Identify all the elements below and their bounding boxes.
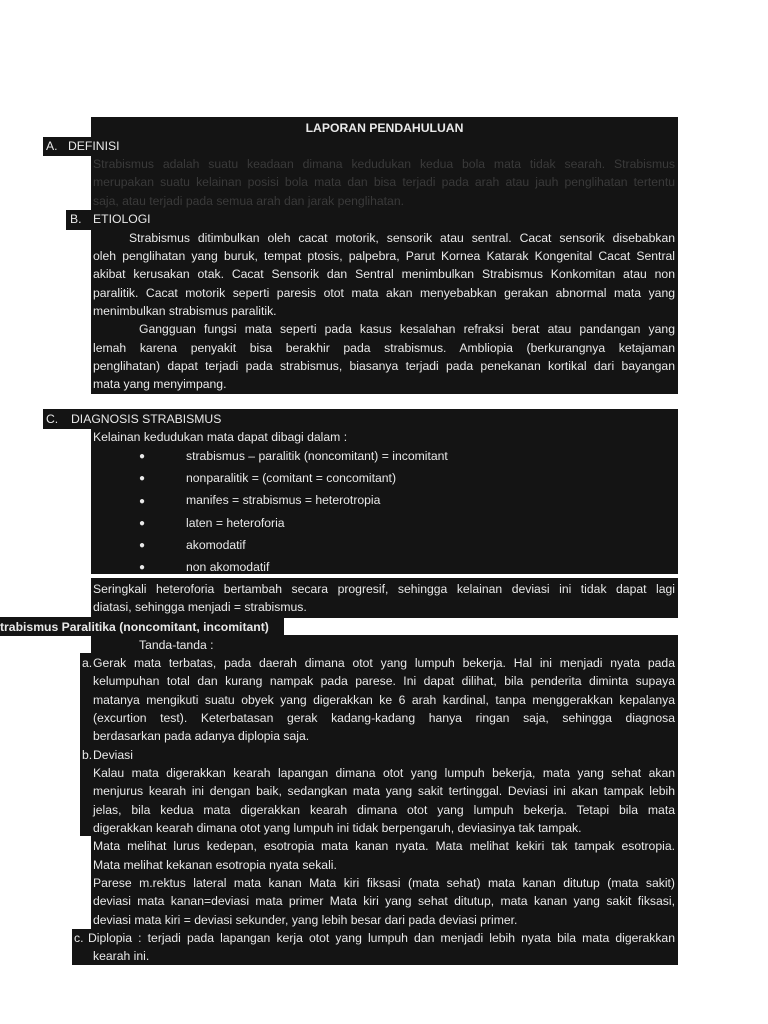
diagnosis-intro: Kelainan kedudukan mata dapat dibagi dalam : [93, 430, 348, 444]
paralitik-b-line: deviasi mata kiri = deviasi sekunder, yang lebih besar dari pada deviasi primer. [93, 913, 518, 927]
diagnosis-bullet: laten = heteroforia [186, 516, 285, 530]
paralitik-b-line: deviasi mata kanan=deviasi mata primer Mata kiri yang sehat ditutup, mata kanan yang sakit fiksasi, [93, 894, 675, 908]
section-b-marker: B. [70, 212, 82, 226]
etiologi-line: oleh penglihatan yang buruk, tempat ptosis, palpebra, Parut Kornea Katarak Kongenital Cacat Sentral [93, 249, 675, 263]
definisi-line: saja, atau terjadi pada semua arah dan jarak penglihatan. [93, 194, 404, 208]
paralitik-a-line: matanya mengikuti suatu obyek yang digerakkan ke 6 arah kardinal, tanpa menggerakkan kepalanya [93, 693, 675, 707]
paralitik-b-line: Parese m.rektus lateral mata kanan Mata kiri fiksasi (mata sehat) mata kanan ditutup (mata sakit) [93, 876, 675, 890]
diagnosis-bullet: non akomodatif [186, 560, 270, 574]
paralitik-b-line: Kalau mata digerakkan kearah lapangan dimana otot yang lumpuh bekerja, mata yang sehat akan [93, 766, 675, 780]
paralitik-b-heading: Deviasi [93, 748, 133, 762]
section-b-heading: ETIOLOGI [93, 212, 151, 226]
block-etiologi-heading [66, 210, 678, 230]
paralitik-heading: trabismus Paralitika (noncomitant, incomitant) [0, 620, 269, 634]
page-title: LAPORAN PENDAHULUAN [305, 121, 464, 135]
block-definisi-heading [43, 137, 678, 156]
paralitik-c-line: kearah ini. [93, 949, 150, 963]
etiologi-line: mata yang menyimpang. [93, 377, 227, 391]
section-c-heading: DIAGNOSIS STRABISMUS [71, 412, 222, 426]
paralitik-a-line: berdasarkan pada adanya diplopia saja. [93, 729, 310, 743]
after-line: Seringkali heteroforia bertambah secara progresif, sehingga kelainan deviasi ini tidak dapat lagi [93, 582, 675, 596]
paralitik-b-line: Mata melihat kekanan esotropia nyata sekali. [93, 858, 337, 872]
etiologi-line: Strabismus ditimbulkan oleh cacat motorik, sensorik atau sentral. Cacat sensorik disebabkan [129, 231, 675, 245]
paralitik-a-line: Gerak mata terbatas, pada daerah dimana otot yang lumpuh bekerja. Hal ini menjadi nyata pada [93, 656, 675, 670]
diagnosis-bullet: strabismus – paralitik (noncomitant) = incomitant [186, 449, 448, 463]
bullet-icon: ● [139, 518, 146, 529]
etiologi-line: akibat kerusakan otak. Cacat Sensorik dan Sentral menimbulkan Strabismus Konkomitan atau non [93, 267, 675, 281]
paralitik-b-line: Mata melihat lurus kedepan, esotropia mata kanan nyata. Mata melihat kekiri tak tampak esotropia. [93, 839, 675, 853]
diagnosis-bullet: nonparalitik = (comitant = concomitant) [186, 471, 396, 485]
etiologi-line: lemah karena penyakit bisa berakhir pada strabismus. Ambliopia (berkurangnya ketajaman [93, 341, 675, 355]
list-marker-b: b. [82, 748, 93, 762]
paralitik-b-line: menjurus kearah ini dengan baik, sedangkan mata yang sakit tertinggal. Deviasi ini akan tampak lebih [93, 784, 675, 798]
paralitik-a-line: (excurtion test). Keterbatasan gerak kadang-kadang hanya ringan saja, sehingga diagnosa [93, 711, 675, 725]
bullet-icon: ● [139, 473, 146, 484]
paralitik-tanda: Tanda-tanda : [139, 638, 214, 652]
paralitik-b-line: jelas, bila kedua mata digerakkan kearah dimana otot yang lumpuh bekerja. Tetapi bila mata [93, 803, 675, 817]
bullet-icon: ● [139, 562, 146, 573]
bullet-icon: ● [139, 451, 146, 462]
diagnosis-bullet: manifes = strabismus = heterotropia [186, 493, 381, 507]
etiologi-line: penglihatan) dapat terjadi pada strabismus, biasanya terjadi pada penekanan kortikal dari bayangan [93, 359, 675, 373]
paralitik-a-line: kelumpuhan total dan kurang nampak pada parese. Ini dapat dilihat, bila penderita diminta supaya [93, 674, 675, 688]
list-marker-a: a. [82, 656, 93, 670]
etiologi-line: paralitik. Cacat motorik seperti paresis otot mata akan menyebabkan gerakan abnormal mata yang [93, 286, 675, 300]
paralitik-c-line: Diplopia : terjadi pada lapangan kerja otot yang lumpuh dan menjadi lebih nyata bila mata digerakkan [88, 931, 675, 945]
paralitik-b-line: digerakkan kearah dimana otot yang lumpuh ini tidak berpengaruh, deviasinya tak tampak. [93, 821, 582, 835]
bullet-icon: ● [139, 540, 146, 551]
bullet-icon: ● [139, 496, 146, 507]
etiologi-line: Gangguan fungsi mata seperti pada kasus kesalahan refraksi berat atau pandangan yang [139, 322, 675, 336]
etiologi-line: menimbulkan strabismus paralitik. [93, 304, 277, 318]
section-c-marker: C. [46, 412, 59, 426]
section-a-heading: DEFINISI [68, 139, 120, 153]
after-line: diatasi, sehingga menjadi = strabismus. [93, 600, 307, 614]
definisi-line: merupakan suatu kelainan posisi bola mata dan bisa terjadi pada arah atau jauh penglihatan tertentu [93, 175, 675, 189]
section-a-marker: A. [46, 139, 58, 153]
list-marker-c: c. [74, 931, 84, 945]
definisi-line: Strabismus adalah suatu keadaan dimana kedudukan kedua bola mata tidak searah. Strabismus [93, 157, 675, 171]
diagnosis-bullet: akomodatif [186, 538, 246, 552]
